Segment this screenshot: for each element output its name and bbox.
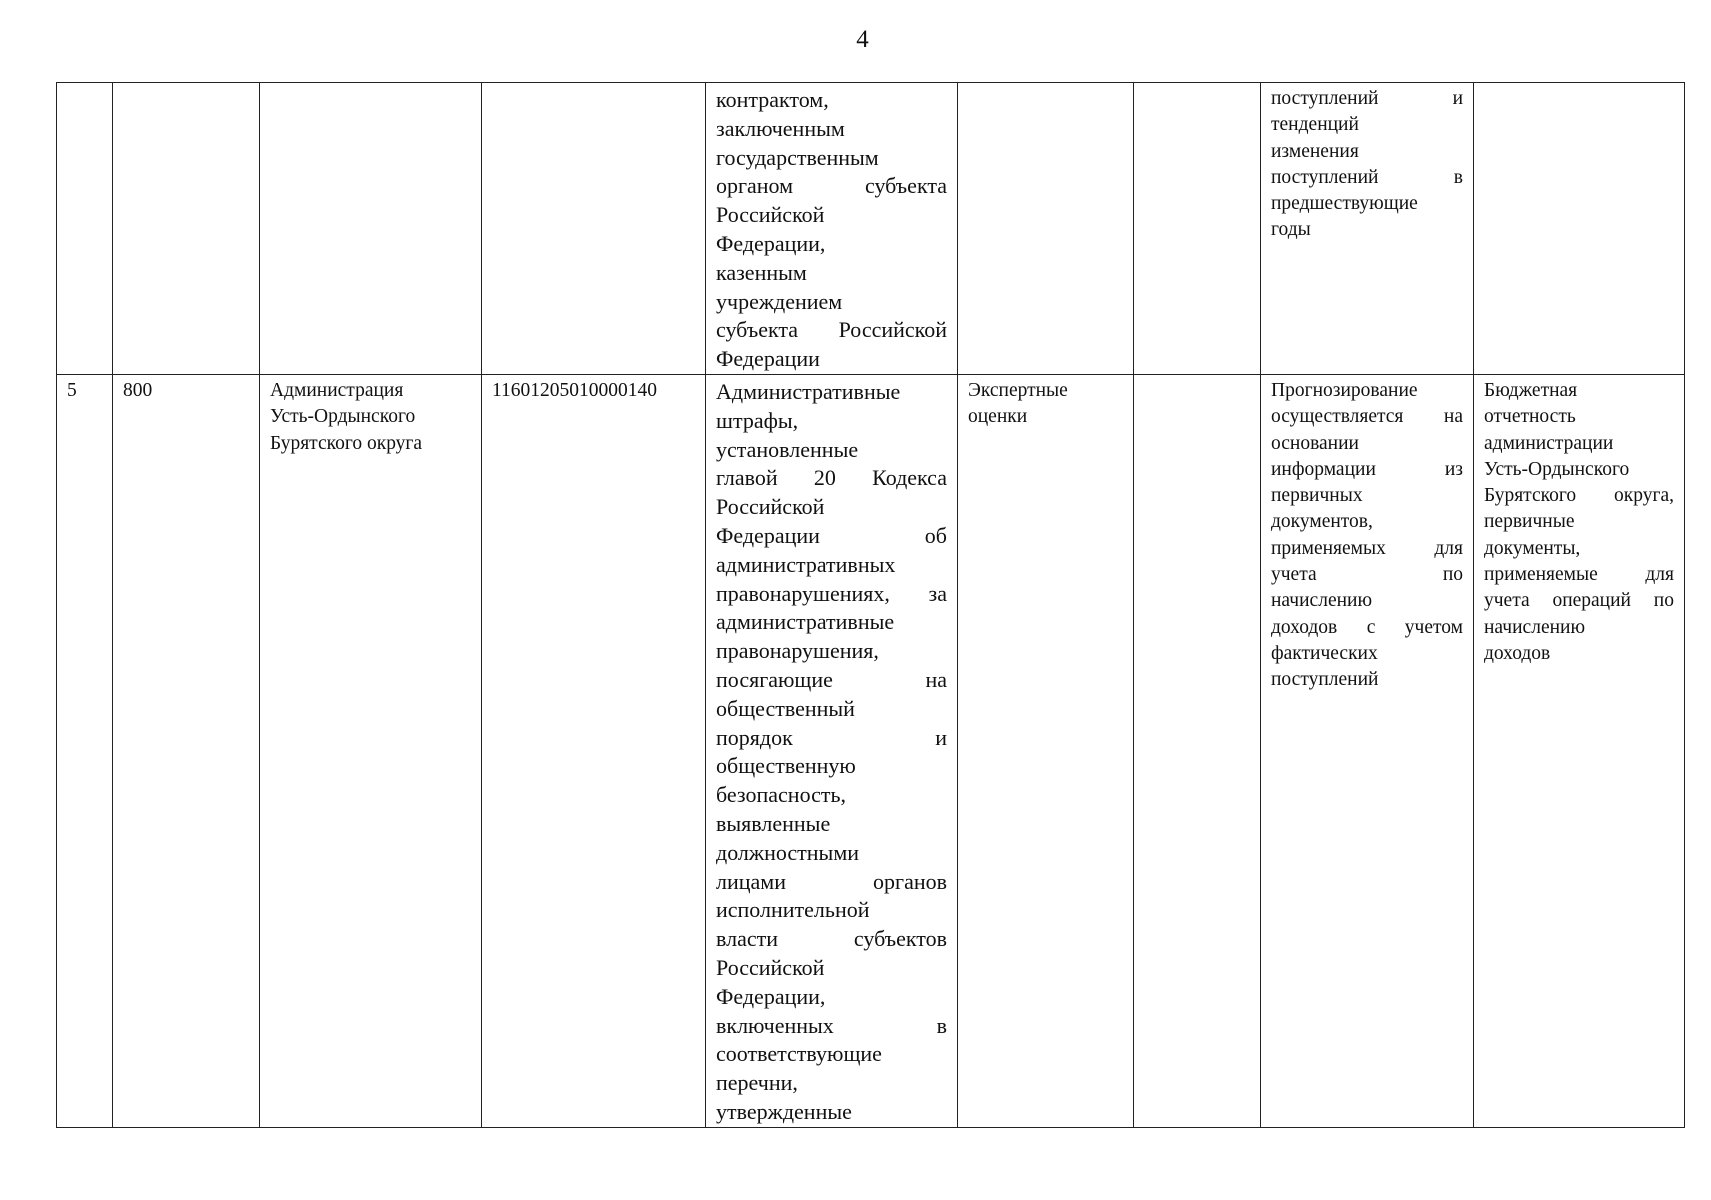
text-line: администрации	[1484, 432, 1614, 454]
data-source-lines	[1484, 378, 1674, 667]
text-word: по	[1653, 590, 1674, 612]
text-line: Федерации	[716, 346, 820, 372]
income-description-lines	[716, 378, 947, 1127]
text-word: Бурятского	[1484, 485, 1577, 507]
text-word: применяемые	[1484, 564, 1598, 586]
cell-forecast-method	[1261, 374, 1474, 1127]
text-line: Администрация	[270, 379, 404, 401]
text-word: органом	[716, 173, 794, 199]
page-number: 4	[856, 26, 869, 53]
text-word: Федерации	[716, 522, 820, 548]
income-forecast-table	[56, 82, 1685, 1128]
text-line: Административные	[716, 378, 901, 404]
text-line	[716, 868, 947, 897]
text-line: первичные	[1484, 511, 1575, 533]
text-line: административных	[716, 551, 896, 577]
text-line: начислению	[1271, 590, 1373, 612]
text-word: субъектов	[853, 926, 947, 952]
text-word: лицами	[716, 868, 786, 894]
text-line: отчетность	[1484, 406, 1576, 428]
cell-formula-empty	[1134, 83, 1261, 375]
text-line: Федерации,	[716, 230, 826, 256]
text-line: годы	[1271, 219, 1311, 241]
cell-admin-name	[260, 374, 482, 1127]
text-line: Бурятского округа	[270, 432, 423, 454]
text-line	[716, 724, 947, 753]
text-line: доходов	[1484, 642, 1551, 664]
text-line: безопасность,	[716, 782, 847, 808]
text-line: Прогнозирование	[1271, 379, 1418, 401]
description-lines	[716, 86, 947, 374]
text-word: на	[1443, 406, 1463, 428]
text-word: за	[928, 580, 947, 606]
text-word: власти	[716, 926, 778, 952]
text-word: для	[1434, 537, 1463, 559]
text-word: доходов	[1271, 616, 1338, 638]
text-line	[1484, 588, 1674, 614]
text-word: включенных	[716, 1012, 834, 1038]
text-line: должностными	[716, 839, 860, 865]
text-line: документов,	[1271, 511, 1373, 533]
text-line: фактических	[1271, 642, 1378, 664]
text-word: на	[925, 666, 947, 692]
text-line: Экспертные	[968, 379, 1068, 401]
cell-code-empty	[113, 83, 260, 375]
text-line: Российской	[716, 954, 825, 980]
text-line	[1484, 562, 1674, 588]
text-word: посягающие	[716, 666, 833, 692]
cell-income-description	[706, 374, 958, 1127]
text-line: контрактом,	[716, 87, 829, 112]
admin-name-lines	[270, 378, 471, 457]
text-line: установленные	[716, 436, 859, 462]
text-line: исполнительной	[716, 897, 870, 923]
text-word: для	[1645, 564, 1674, 586]
cell-calc-type-empty	[958, 83, 1134, 375]
text-word: и	[935, 724, 947, 750]
text-word: поступлений	[1271, 166, 1379, 188]
text-line: выявленные	[716, 810, 831, 836]
table-row	[57, 374, 1685, 1127]
cell-source-empty	[1474, 83, 1685, 375]
text-line: Бюджетная	[1484, 379, 1578, 401]
text-line	[716, 172, 947, 201]
text-word: учета	[1484, 590, 1530, 612]
text-line	[716, 666, 947, 695]
text-line: документы,	[1484, 537, 1581, 559]
cell-kbk-empty	[482, 83, 706, 375]
text-line: перечни,	[716, 1070, 798, 1096]
text-line: общественную	[716, 753, 856, 779]
text-word: и	[1452, 88, 1463, 109]
text-line	[1271, 536, 1463, 562]
text-word: осуществляется	[1271, 406, 1404, 428]
text-word: поступлений	[1271, 88, 1379, 109]
text-word: Российской	[838, 317, 947, 343]
text-line	[716, 580, 947, 609]
text-word: применяемых	[1271, 537, 1386, 559]
text-line: начислению	[1484, 616, 1586, 638]
text-line: Федерации,	[716, 983, 826, 1009]
text-line	[1271, 457, 1463, 483]
cell-method-continued	[1261, 83, 1474, 375]
text-line: изменения	[1271, 140, 1359, 162]
text-word: 20	[813, 465, 836, 491]
text-line: общественный	[716, 695, 855, 721]
text-word: в	[936, 1012, 947, 1038]
text-line: поступлений	[1271, 669, 1379, 691]
cell-row-number: 5	[57, 374, 113, 1127]
text-line: административные	[716, 609, 895, 635]
text-word: учета	[1271, 564, 1317, 586]
text-line	[716, 522, 947, 551]
text-word: с	[1366, 616, 1376, 638]
text-word: об	[924, 522, 947, 548]
text-line: государственным	[716, 144, 879, 170]
cell-data-source	[1474, 374, 1685, 1127]
text-word: Кодекса	[872, 465, 947, 491]
text-line: предшествующие	[1271, 193, 1418, 215]
text-line	[1271, 615, 1463, 641]
cell-description-continued	[706, 83, 958, 375]
text-line	[1271, 86, 1463, 112]
cell-number-empty	[57, 83, 113, 375]
text-line: соответствующие	[716, 1041, 882, 1067]
cell-formula	[1134, 374, 1261, 1127]
text-line: казенным	[716, 259, 807, 285]
text-line	[1271, 165, 1463, 191]
text-line: Российской	[716, 494, 825, 520]
text-word: главой	[716, 465, 778, 491]
text-line: правонарушения,	[716, 638, 879, 664]
text-line	[1271, 404, 1463, 430]
method-lines	[1271, 86, 1463, 244]
text-line	[716, 464, 947, 493]
text-word: правонарушениях,	[716, 580, 890, 606]
text-line: оценки	[968, 406, 1028, 428]
text-line: учреждением	[716, 288, 843, 314]
text-word: порядок	[716, 724, 793, 750]
text-line	[716, 316, 947, 345]
text-word: операций	[1552, 590, 1631, 612]
text-line	[716, 1012, 947, 1041]
cell-calc-type	[958, 374, 1134, 1127]
text-line	[716, 925, 947, 954]
text-word: из	[1444, 458, 1463, 480]
text-line: тенденций	[1271, 114, 1359, 136]
forecast-method-lines	[1271, 378, 1463, 694]
text-line: Российской	[716, 202, 825, 228]
text-line: заключенным	[716, 115, 845, 141]
text-word: информации	[1271, 458, 1376, 480]
cell-admin-code: 800	[113, 374, 260, 1127]
text-word: органов	[873, 868, 947, 894]
text-line: первичных	[1271, 485, 1363, 507]
text-line	[1271, 562, 1463, 588]
cell-kbk-code: 11601205010000140	[482, 374, 706, 1127]
text-word: субъекта	[716, 317, 799, 343]
text-line: основании	[1271, 432, 1359, 454]
cell-admin-empty	[260, 83, 482, 375]
calc-type-lines	[968, 378, 1123, 431]
text-word: округа,	[1614, 485, 1674, 507]
text-line: Усть-Ордынского	[1484, 458, 1630, 480]
text-word: по	[1442, 564, 1463, 586]
table-row-continued	[57, 83, 1685, 375]
text-line: штрафы,	[716, 407, 799, 433]
text-line: Усть-Ордынского	[270, 406, 416, 428]
text-line	[1484, 483, 1674, 509]
text-line: утвержденные	[716, 1098, 852, 1124]
text-word: в	[1453, 166, 1463, 188]
text-word: субъекта	[864, 173, 947, 199]
text-word: учетом	[1404, 616, 1463, 638]
